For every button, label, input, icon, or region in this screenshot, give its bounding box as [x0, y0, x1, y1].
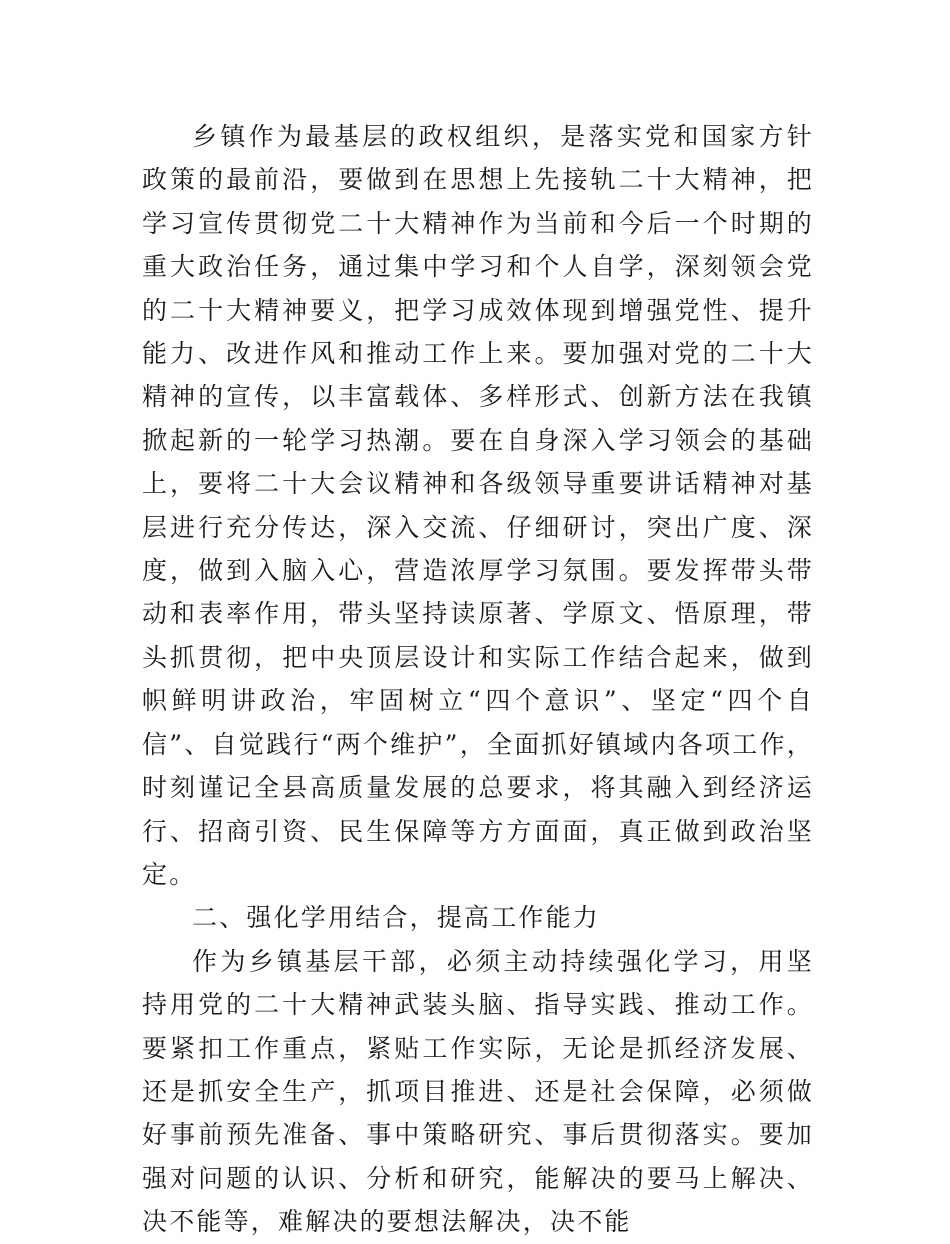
document-body — [142, 115, 814, 1244]
body-paragraph: 作为乡镇基层干部，必须主动持续强化学习，用坚持用党的二十大精神武装头脑、指导实践、推动工作。要紧扣工作重点，紧贴工作实际，无论是抓经济发展、还是抓安全生产，抓项目推进、还是社会保障，必须做好事前预先准备、事中策略研究、事后贯彻落实。要加强对问题的认识、分析和研究，能解决的要马上解决、决不能等，难解决的要想法解决，决不能 — [142, 946, 814, 1237]
section-heading: 二、强化学用结合，提高工作能力 — [192, 903, 601, 933]
body-paragraph: 乡镇作为最基层的政权组织，是落实党和国家方针政策的最前沿，要做到在思想上先接轨二十大精神，把学习宣传贯彻党二十大精神作为当前和今后一个时期的重大政治任务，通过集中学习和个人自学，深刻领会党的二十大精神要义，把学习成效体现到增强党性、提升能力、改进作风和推动工作上来。要加强对党的二十大精神的宣传，以丰富载体、多样形式、创新方法在我镇掀起新的一轮学习热潮。要在自身深入学习领会的基础上，要将二十大会议精神和各级领导重要讲话精神对基层进行充分传达，深入交流、仔细研讨，突出广度、深度，做到入脑入心，营造浓厚学习氛围。要发挥带头带动和表率作用，带头坚持读原著、学原文、悟原理，带头抓贯彻，把中央顶层设计和实际工作结合起来，做到帜鲜明讲政治，牢固树立“四个意识”、坚定“四个自信”、自觉践行“两个维护”，全面抓好镇域内各项工作，时刻谨记全县高质量发展的总要求，将其融入到经济运行、招商引资、民生保障等方方面面，真正做到政治坚定。 — [142, 122, 814, 889]
